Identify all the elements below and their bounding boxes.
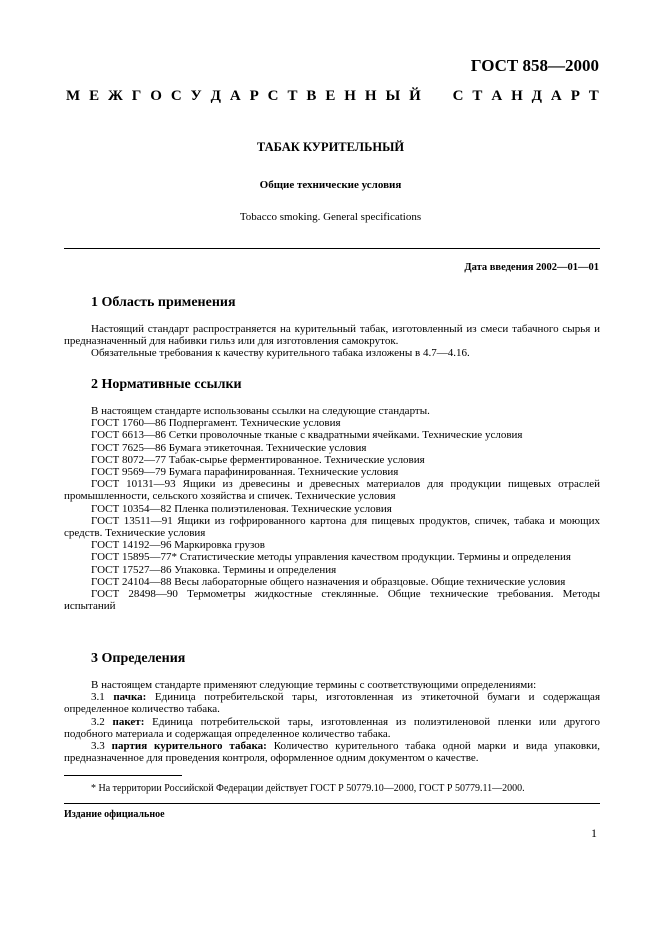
banner-letter: У <box>190 88 202 104</box>
reference-item: ГОСТ 28498—90 Термометры жидкостные стеклянные. Общие технические требования. Методы испытаний <box>64 588 600 613</box>
banner-letter: А <box>491 88 503 104</box>
reference-item: ГОСТ 10354—82 Пленка полиэтиленовая. Технические условия <box>91 502 392 515</box>
edition-label: Издание официальное <box>64 809 165 820</box>
banner-letter: Д <box>531 88 542 104</box>
definition-number: 3.1 <box>91 691 105 704</box>
definition-number: 3.3 <box>91 740 105 753</box>
banner-letter: Н <box>511 88 523 104</box>
reference-item: ГОСТ 10131—93 Ящики из древесины и древесных материалов для продукции пищевых отраслей промышленности, сельского хозяйства и спичек. Технические условия <box>64 478 600 503</box>
reference-item: ГОСТ 15895—77* Статистические методы управления качеством продукции. Термины и определения <box>91 551 571 564</box>
reference-item: ГОСТ 6613—86 Сетки проволочные тканые с квадратными ячейками. Технические условия <box>91 429 523 442</box>
reference-item: ГОСТ 14192—96 Маркировка грузов <box>91 539 265 552</box>
english-title: Tobacco smoking. General specifications <box>239 211 422 223</box>
banner-letter: В <box>306 88 317 104</box>
banner-letter: С <box>170 88 182 104</box>
standard-banner <box>66 88 599 105</box>
definition-text: Единица потребительской тары, изготовленная из этикеточной бумаги и содержащая определенное количество табака. <box>64 691 601 716</box>
banner-letter: Е <box>89 88 100 104</box>
reference-item: ГОСТ 1760—86 Подпергамент. Технические условия <box>91 417 341 430</box>
section-1-body <box>64 323 600 360</box>
gost-number: ГОСТ 858—2000 <box>470 56 599 75</box>
header-divider <box>64 248 600 249</box>
definition-term: пакет: <box>112 715 145 728</box>
definition-term: пачка: <box>113 691 147 704</box>
banner-letter: Д <box>210 88 221 104</box>
paragraph: Настоящий стандарт распространяется на курительный табак, изготовленный из смеси табачного сырья и предназначенный для набивки гильз или для изготовления самокруток. <box>64 323 600 348</box>
paragraph: В настоящем стандарте использованы ссылки на следующие стандарты. <box>91 405 430 417</box>
banner-letter: Й <box>409 88 421 104</box>
section-3-heading: 3 Определения <box>91 651 186 666</box>
section-2-body <box>64 405 600 612</box>
reference-item: ГОСТ 7625—86 Бумага этикеточная. Технические условия <box>91 441 367 454</box>
footnote-divider <box>64 775 182 776</box>
document-title: ТАБАК КУРИТЕЛЬНЫЙ <box>256 140 405 154</box>
reference-item: ГОСТ 13511—91 Ящики из гофрированного картона для пищевых продуктов, спичек, табака и моющих средств. Технические условия <box>64 514 600 540</box>
banner-letter: Н <box>364 88 377 104</box>
banner-letter: Ы <box>385 88 401 104</box>
banner-letter: Ж <box>108 88 123 104</box>
document-subtitle: Общие технические условия <box>259 179 402 191</box>
banner-letter: А <box>229 88 241 104</box>
definition-item <box>64 691 600 715</box>
definition-text: Единица потребительской тары, изготовленная из полиэтиленовой пленки или другого подобного материала и содержащая определенное количество табака. <box>64 715 600 740</box>
banner-letter: А <box>550 88 562 104</box>
reference-item: ГОСТ 9569—79 Бумага парафинированная. Технические условия <box>91 466 399 479</box>
banner-letter: Р <box>249 88 259 104</box>
page-number: 1 <box>591 826 597 840</box>
banner-letter: С <box>452 88 464 104</box>
definition-term: партия курительного табака: <box>111 740 267 753</box>
banner-letter: О <box>150 88 162 104</box>
banner-letter: Е <box>325 88 336 104</box>
banner-letter: Н <box>344 88 356 104</box>
effective-date: Дата введения 2002—01—01 <box>464 262 599 273</box>
banner-gap <box>430 88 444 105</box>
footer-divider <box>64 803 600 804</box>
definition-text: Количество курительного табака одной марки и вида упаковки, предназначенное для проведения контроля, оформленное одним документом о качестве. <box>64 740 601 765</box>
banner-letter: Т <box>287 88 298 104</box>
footnote: * На территории Российской Федерации действует ГОСТ Р 50779.10—2000, ГОСТ Р 50779.11—2000. <box>91 783 525 794</box>
banner-letter: М <box>66 88 81 104</box>
paragraph: В настоящем стандарте применяют следующие термины с соответствующими определениями: <box>91 679 537 691</box>
paragraph: Обязательные требования к качеству курительного табака изложены в 4.7—4.16. <box>91 347 470 360</box>
reference-item: ГОСТ 8072—77 Табак-сырье ферментированное. Технические условия <box>91 453 425 466</box>
definition-item <box>64 740 600 764</box>
definition-number: 3.2 <box>91 715 105 728</box>
banner-letter: Р <box>570 88 580 104</box>
banner-letter: Г <box>131 88 142 104</box>
section-2-heading: 2 Нормативные ссылки <box>91 377 242 392</box>
reference-item: ГОСТ 17527—86 Упаковка. Термины и определения <box>91 563 337 576</box>
definition-item <box>64 716 600 740</box>
banner-letter: С <box>267 88 279 104</box>
banner-letter: Т <box>472 88 483 104</box>
section-1-heading: 1 Область применения <box>91 295 236 310</box>
section-3-body <box>64 679 600 764</box>
reference-item: ГОСТ 24104—88 Весы лабораторные общего назначения и образцовые. Общие технические условия <box>91 575 566 588</box>
banner-letter: Т <box>588 88 599 104</box>
